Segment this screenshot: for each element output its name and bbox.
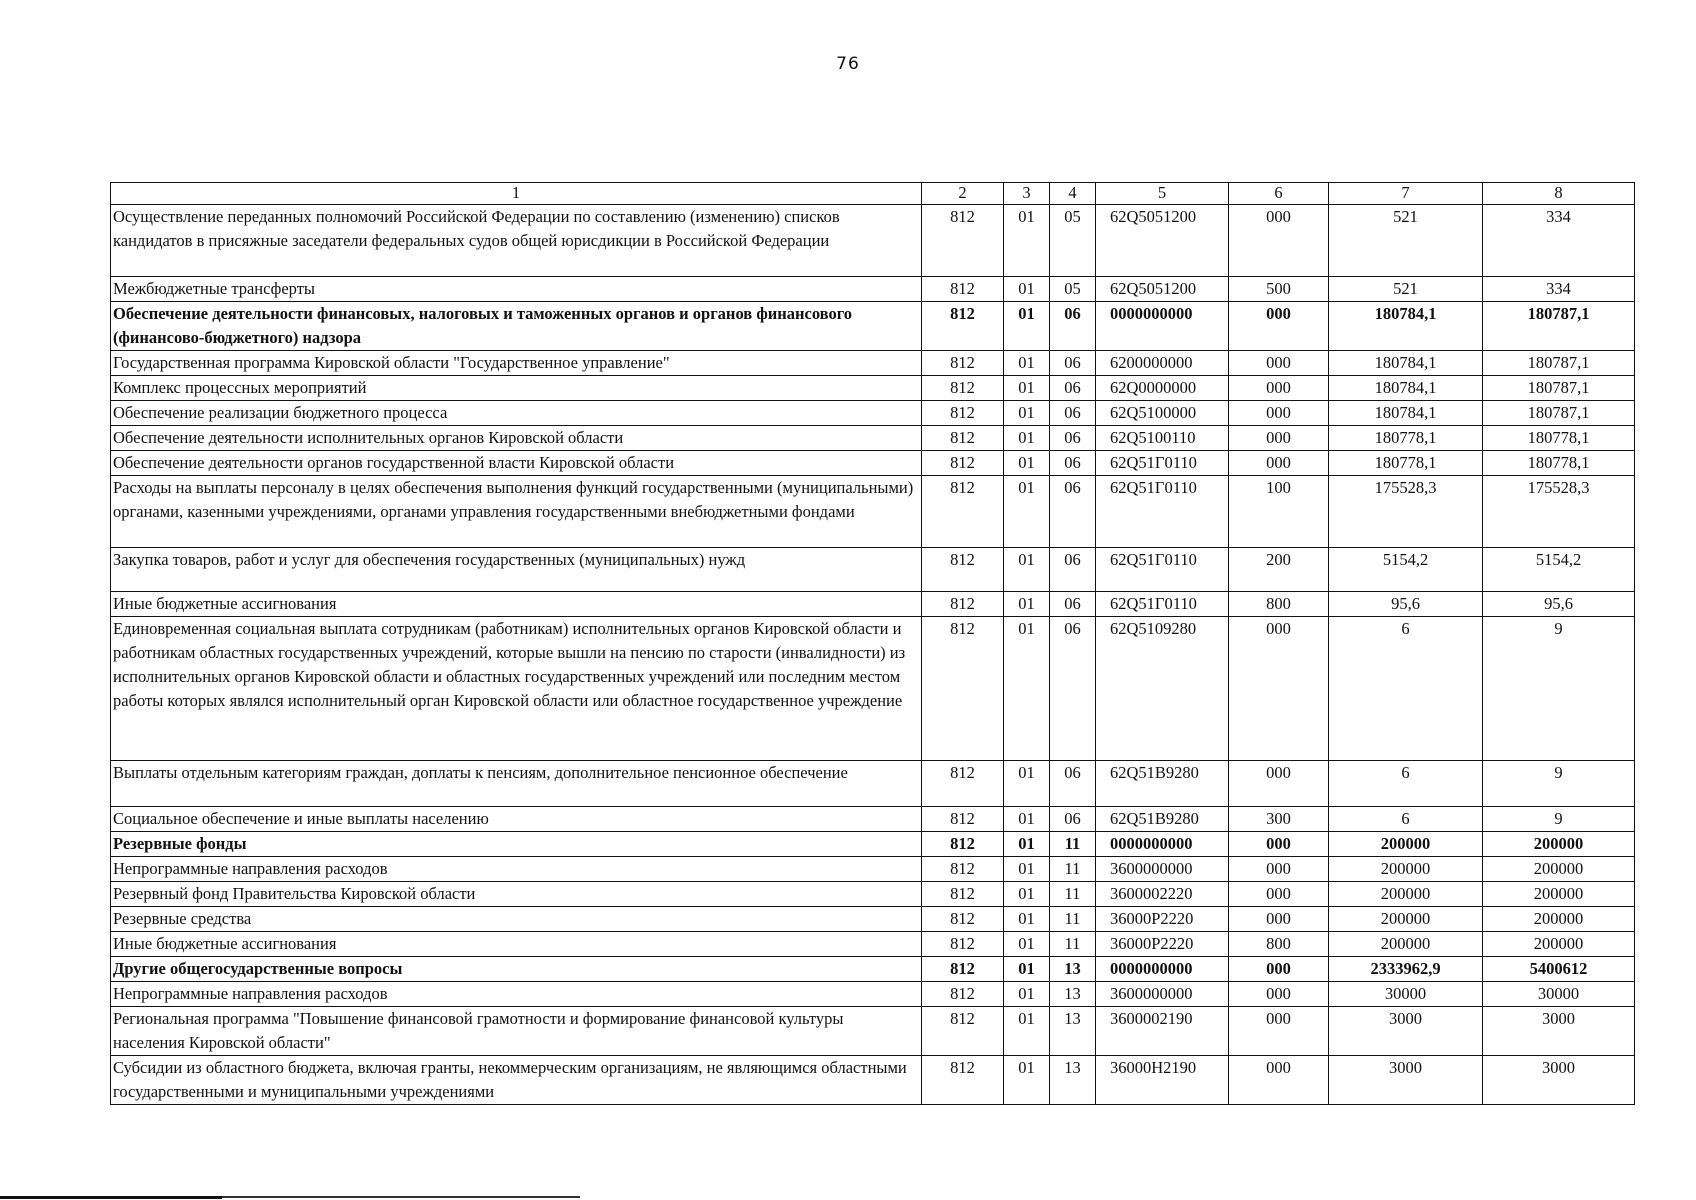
row-name-cell: Закупка товаров, работ и услуг для обеспечения государственных (муниципальных) нужд: [111, 548, 922, 592]
section-cell: 01: [1004, 476, 1050, 548]
table-row: [111, 426, 1635, 451]
ministry-code-cell: 812: [922, 1007, 1004, 1056]
amount-col7-cell: 6: [1329, 761, 1483, 807]
section-cell: 01: [1004, 592, 1050, 617]
subsection-cell: 13: [1050, 957, 1096, 982]
ministry-code-cell: 812: [922, 932, 1004, 957]
ministry-code-cell: 812: [922, 807, 1004, 832]
subsection-cell: 06: [1050, 451, 1096, 476]
subsection-cell: 06: [1050, 592, 1096, 617]
table-row: [111, 476, 1635, 548]
ministry-code-cell: 812: [922, 617, 1004, 761]
ministry-code-cell: 812: [922, 302, 1004, 351]
ministry-code-cell: 812: [922, 882, 1004, 907]
section-cell: 01: [1004, 807, 1050, 832]
amount-col7-cell: 175528,3: [1329, 476, 1483, 548]
section-cell: 01: [1004, 617, 1050, 761]
ministry-code-cell: 812: [922, 857, 1004, 882]
amount-col7-cell: 180784,1: [1329, 351, 1483, 376]
section-cell: 01: [1004, 761, 1050, 807]
amount-col8-cell: 180778,1: [1483, 426, 1635, 451]
column-header: 2: [922, 183, 1004, 205]
amount-col7-cell: 180784,1: [1329, 302, 1483, 351]
table-row: [111, 401, 1635, 426]
amount-col8-cell: 5400612: [1483, 957, 1635, 982]
section-cell: 01: [1004, 401, 1050, 426]
amount-col7-cell: 200000: [1329, 932, 1483, 957]
ministry-code-cell: 812: [922, 351, 1004, 376]
ministry-code-cell: 812: [922, 832, 1004, 857]
row-name-cell: Осуществление переданных полномочий Российской Федерации по составлению (изменению) списков кандидатов в присяжные заседатели федеральных судов общей юрисдикции в Российской Федерации: [111, 205, 922, 277]
subsection-cell: 06: [1050, 302, 1096, 351]
amount-col7-cell: 3000: [1329, 1056, 1483, 1105]
section-cell: 01: [1004, 205, 1050, 277]
amount-col8-cell: 5154,2: [1483, 548, 1635, 592]
column-header: 8: [1483, 183, 1635, 205]
target-item-cell: 36000H2190: [1096, 1056, 1229, 1105]
amount-col8-cell: 9: [1483, 617, 1635, 761]
row-name-cell: Комплекс процессных мероприятий: [111, 376, 922, 401]
amount-col7-cell: 2333962,9: [1329, 957, 1483, 982]
amount-col8-cell: 200000: [1483, 882, 1635, 907]
expense-type-cell: 000: [1229, 907, 1329, 932]
table-row: [111, 1007, 1635, 1056]
amount-col7-cell: 200000: [1329, 907, 1483, 932]
expense-type-cell: 000: [1229, 982, 1329, 1007]
row-name-cell: Единовременная социальная выплата сотрудникам (работникам) исполнительных органов Кировской области и работникам областных государственных учреждений, которые вышли на пенсию по старости (инвалидности) из исполнительных органов Кировской области и областных государственных учреждений или последним местом работы которых являлся исполнительный орган Кировской области или областное государственное учреждение: [111, 617, 922, 761]
table-row: [111, 907, 1635, 932]
expense-type-cell: 000: [1229, 957, 1329, 982]
table-row: [111, 957, 1635, 982]
ministry-code-cell: 812: [922, 592, 1004, 617]
subsection-cell: 11: [1050, 932, 1096, 957]
subsection-cell: 06: [1050, 807, 1096, 832]
expense-type-cell: 200: [1229, 548, 1329, 592]
amount-col8-cell: 180787,1: [1483, 351, 1635, 376]
target-item-cell: 3600002190: [1096, 1007, 1229, 1056]
amount-col8-cell: 3000: [1483, 1007, 1635, 1056]
amount-col8-cell: 180787,1: [1483, 401, 1635, 426]
table-row: [111, 882, 1635, 907]
target-item-cell: 0000000000: [1096, 302, 1229, 351]
expense-type-cell: 000: [1229, 617, 1329, 761]
table-row: [111, 302, 1635, 351]
target-item-cell: 3600000000: [1096, 857, 1229, 882]
target-item-cell: 62Q51Г0110: [1096, 451, 1229, 476]
table-row: [111, 351, 1635, 376]
target-item-cell: 62Q5051200: [1096, 277, 1229, 302]
subsection-cell: 13: [1050, 1007, 1096, 1056]
table-row: [111, 548, 1635, 592]
footer-rule-short: [0, 1196, 222, 1199]
ministry-code-cell: 812: [922, 982, 1004, 1007]
section-cell: 01: [1004, 882, 1050, 907]
subsection-cell: 05: [1050, 277, 1096, 302]
page-number: 76: [836, 54, 860, 74]
subsection-cell: 11: [1050, 857, 1096, 882]
expense-type-cell: 500: [1229, 277, 1329, 302]
amount-col8-cell: 334: [1483, 205, 1635, 277]
target-item-cell: 36000P2220: [1096, 907, 1229, 932]
target-item-cell: 62Q5051200: [1096, 205, 1229, 277]
expense-type-cell: 000: [1229, 302, 1329, 351]
amount-col8-cell: 95,6: [1483, 592, 1635, 617]
target-item-cell: 36000P2220: [1096, 932, 1229, 957]
section-cell: 01: [1004, 982, 1050, 1007]
expense-type-cell: 100: [1229, 476, 1329, 548]
table-row: [111, 451, 1635, 476]
table-row: [111, 932, 1635, 957]
amount-col7-cell: 30000: [1329, 982, 1483, 1007]
amount-col8-cell: 30000: [1483, 982, 1635, 1007]
amount-col8-cell: 175528,3: [1483, 476, 1635, 548]
table-row: [111, 857, 1635, 882]
expense-type-cell: 000: [1229, 205, 1329, 277]
table-row: [111, 832, 1635, 857]
amount-col7-cell: 95,6: [1329, 592, 1483, 617]
amount-col7-cell: 521: [1329, 205, 1483, 277]
target-item-cell: 3600002220: [1096, 882, 1229, 907]
row-name-cell: Обеспечение реализации бюджетного процесса: [111, 401, 922, 426]
column-header: 6: [1229, 183, 1329, 205]
section-cell: 01: [1004, 548, 1050, 592]
table-body: [111, 205, 1635, 1105]
expense-type-cell: 800: [1229, 592, 1329, 617]
table-row: [111, 807, 1635, 832]
row-name-cell: Выплаты отдельным категориям граждан, доплаты к пенсиям, дополнительное пенсионное обеспечение: [111, 761, 922, 807]
section-cell: 01: [1004, 957, 1050, 982]
amount-col7-cell: 3000: [1329, 1007, 1483, 1056]
target-item-cell: 0000000000: [1096, 957, 1229, 982]
target-item-cell: 62Q51Г0110: [1096, 592, 1229, 617]
amount-col7-cell: 180778,1: [1329, 426, 1483, 451]
section-cell: 01: [1004, 857, 1050, 882]
subsection-cell: 05: [1050, 205, 1096, 277]
subsection-cell: 06: [1050, 401, 1096, 426]
row-name-cell: Резервный фонд Правительства Кировской области: [111, 882, 922, 907]
row-name-cell: Резервные средства: [111, 907, 922, 932]
expense-type-cell: 000: [1229, 1056, 1329, 1105]
subsection-cell: 11: [1050, 907, 1096, 932]
table-row: [111, 982, 1635, 1007]
row-name-cell: Субсидии из областного бюджета, включая гранты, некоммерческим организациям, не являющимся областными государственными и муниципальными учреждениями: [111, 1056, 922, 1105]
ministry-code-cell: 812: [922, 761, 1004, 807]
subsection-cell: 06: [1050, 761, 1096, 807]
target-item-cell: 6200000000: [1096, 351, 1229, 376]
row-name-cell: Иные бюджетные ассигнования: [111, 592, 922, 617]
row-name-cell: Межбюджетные трансферты: [111, 277, 922, 302]
column-header: 5: [1096, 183, 1229, 205]
expense-type-cell: 000: [1229, 832, 1329, 857]
subsection-cell: 11: [1050, 882, 1096, 907]
amount-col8-cell: 200000: [1483, 932, 1635, 957]
column-header: 1: [111, 183, 922, 205]
row-name-cell: Иные бюджетные ассигнования: [111, 932, 922, 957]
amount-col8-cell: 9: [1483, 761, 1635, 807]
subsection-cell: 06: [1050, 476, 1096, 548]
amount-col8-cell: 200000: [1483, 832, 1635, 857]
amount-col7-cell: 180784,1: [1329, 376, 1483, 401]
target-item-cell: 62Q51Г0110: [1096, 548, 1229, 592]
table-header-row: [111, 183, 1635, 205]
column-header: 4: [1050, 183, 1096, 205]
target-item-cell: 62Q5100110: [1096, 426, 1229, 451]
row-name-cell: Непрограммные направления расходов: [111, 982, 922, 1007]
ministry-code-cell: 812: [922, 548, 1004, 592]
row-name-cell: Обеспечение деятельности финансовых, налоговых и таможенных органов и органов финансового (финансово-бюджетного) надзора: [111, 302, 922, 351]
row-name-cell: Расходы на выплаты персоналу в целях обеспечения выполнения функций государственными (муниципальными) органами, казенными учреждениями, органами управления государственными внебюджетными фондами: [111, 476, 922, 548]
amount-col8-cell: 180787,1: [1483, 376, 1635, 401]
ministry-code-cell: 812: [922, 451, 1004, 476]
target-item-cell: 0000000000: [1096, 832, 1229, 857]
table-row: [111, 617, 1635, 761]
expense-type-cell: 000: [1229, 426, 1329, 451]
amount-col8-cell: 200000: [1483, 907, 1635, 932]
amount-col8-cell: 3000: [1483, 1056, 1635, 1105]
section-cell: 01: [1004, 426, 1050, 451]
subsection-cell: 06: [1050, 548, 1096, 592]
section-cell: 01: [1004, 832, 1050, 857]
row-name-cell: Обеспечение деятельности исполнительных органов Кировской области: [111, 426, 922, 451]
table-row: [111, 205, 1635, 277]
amount-col7-cell: 200000: [1329, 882, 1483, 907]
expense-type-cell: 000: [1229, 857, 1329, 882]
expense-type-cell: 000: [1229, 376, 1329, 401]
row-name-cell: Резервные фонды: [111, 832, 922, 857]
ministry-code-cell: 812: [922, 277, 1004, 302]
column-header: 3: [1004, 183, 1050, 205]
amount-col7-cell: 180784,1: [1329, 401, 1483, 426]
expense-type-cell: 000: [1229, 351, 1329, 376]
section-cell: 01: [1004, 1007, 1050, 1056]
expense-type-cell: 000: [1229, 761, 1329, 807]
row-name-cell: Региональная программа "Повышение финансовой грамотности и формирование финансовой культуры населения Кировской области": [111, 1007, 922, 1056]
table-row: [111, 1056, 1635, 1105]
section-cell: 01: [1004, 907, 1050, 932]
subsection-cell: 13: [1050, 982, 1096, 1007]
amount-col7-cell: 200000: [1329, 857, 1483, 882]
expense-type-cell: 000: [1229, 401, 1329, 426]
target-item-cell: 62Q0000000: [1096, 376, 1229, 401]
row-name-cell: Непрограммные направления расходов: [111, 857, 922, 882]
target-item-cell: 62Q5109280: [1096, 617, 1229, 761]
target-item-cell: 62Q5100000: [1096, 401, 1229, 426]
amount-col7-cell: 521: [1329, 277, 1483, 302]
amount-col8-cell: 180787,1: [1483, 302, 1635, 351]
ministry-code-cell: 812: [922, 401, 1004, 426]
row-name-cell: Обеспечение деятельности органов государственной власти Кировской области: [111, 451, 922, 476]
budget-table: [110, 182, 1635, 1105]
section-cell: 01: [1004, 351, 1050, 376]
subsection-cell: 13: [1050, 1056, 1096, 1105]
section-cell: 01: [1004, 277, 1050, 302]
subsection-cell: 11: [1050, 832, 1096, 857]
amount-col8-cell: 200000: [1483, 857, 1635, 882]
target-item-cell: 62Q51B9280: [1096, 807, 1229, 832]
subsection-cell: 06: [1050, 351, 1096, 376]
row-name-cell: Другие общегосударственные вопросы: [111, 957, 922, 982]
amount-col7-cell: 5154,2: [1329, 548, 1483, 592]
target-item-cell: 62Q51B9280: [1096, 761, 1229, 807]
ministry-code-cell: 812: [922, 205, 1004, 277]
amount-col7-cell: 180778,1: [1329, 451, 1483, 476]
amount-col7-cell: 200000: [1329, 832, 1483, 857]
expense-type-cell: 300: [1229, 807, 1329, 832]
amount-col8-cell: 334: [1483, 277, 1635, 302]
ministry-code-cell: 812: [922, 957, 1004, 982]
ministry-code-cell: 812: [922, 476, 1004, 548]
expense-type-cell: 000: [1229, 1007, 1329, 1056]
subsection-cell: 06: [1050, 617, 1096, 761]
amount-col7-cell: 6: [1329, 617, 1483, 761]
expense-type-cell: 000: [1229, 882, 1329, 907]
section-cell: 01: [1004, 376, 1050, 401]
amount-col8-cell: 9: [1483, 807, 1635, 832]
section-cell: 01: [1004, 302, 1050, 351]
table-row: [111, 592, 1635, 617]
row-name-cell: Государственная программа Кировской области "Государственное управление": [111, 351, 922, 376]
section-cell: 01: [1004, 932, 1050, 957]
amount-col8-cell: 180778,1: [1483, 451, 1635, 476]
amount-col7-cell: 6: [1329, 807, 1483, 832]
target-item-cell: 62Q51Г0110: [1096, 476, 1229, 548]
column-header: 7: [1329, 183, 1483, 205]
row-name-cell: Социальное обеспечение и иные выплаты населению: [111, 807, 922, 832]
section-cell: 01: [1004, 1056, 1050, 1105]
section-cell: 01: [1004, 451, 1050, 476]
subsection-cell: 06: [1050, 376, 1096, 401]
subsection-cell: 06: [1050, 426, 1096, 451]
expense-type-cell: 000: [1229, 451, 1329, 476]
table-row: [111, 761, 1635, 807]
ministry-code-cell: 812: [922, 376, 1004, 401]
table-row: [111, 277, 1635, 302]
target-item-cell: 3600000000: [1096, 982, 1229, 1007]
ministry-code-cell: 812: [922, 907, 1004, 932]
ministry-code-cell: 812: [922, 426, 1004, 451]
ministry-code-cell: 812: [922, 1056, 1004, 1105]
table-row: [111, 376, 1635, 401]
expense-type-cell: 800: [1229, 932, 1329, 957]
